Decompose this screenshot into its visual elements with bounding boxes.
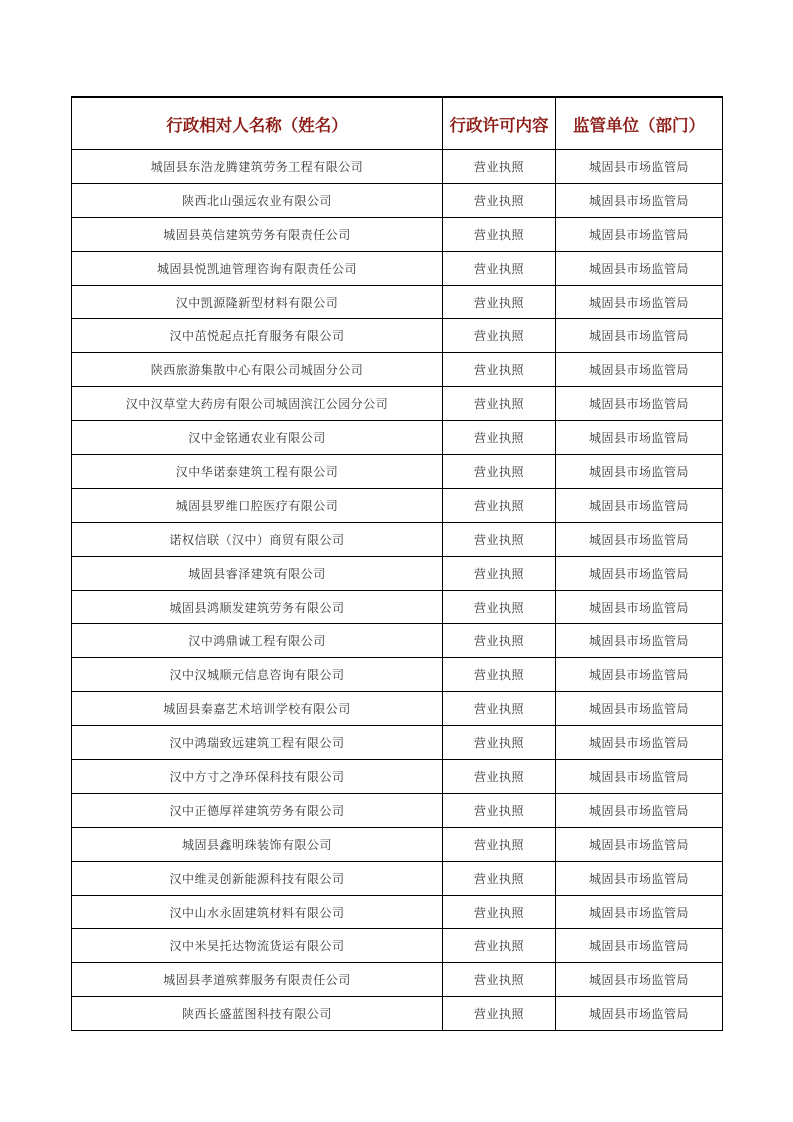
cell-unit: 城固县市场监管局 <box>556 793 723 827</box>
cell-name: 城固县英信建筑劳务有限责任公司 <box>72 217 443 251</box>
table-row <box>72 150 723 184</box>
cell-content: 营业执照 <box>443 861 556 895</box>
table-row <box>72 590 723 624</box>
cell-unit: 城固县市场监管局 <box>556 861 723 895</box>
cell-name: 汉中鸿鼎诚工程有限公司 <box>72 624 443 658</box>
table-row <box>72 760 723 794</box>
cell-content: 营业执照 <box>443 285 556 319</box>
cell-unit: 城固县市场监管局 <box>556 217 723 251</box>
cell-unit: 城固县市场监管局 <box>556 692 723 726</box>
cell-name: 汉中维灵创新能源科技有限公司 <box>72 861 443 895</box>
permit-table <box>71 96 723 1031</box>
cell-unit: 城固县市场监管局 <box>556 488 723 522</box>
cell-unit: 城固县市场监管局 <box>556 285 723 319</box>
table-row <box>72 726 723 760</box>
cell-unit: 城固县市场监管局 <box>556 929 723 963</box>
cell-content: 营业执照 <box>443 556 556 590</box>
cell-content: 营业执照 <box>443 827 556 861</box>
cell-unit: 城固县市场监管局 <box>556 150 723 184</box>
table-row <box>72 793 723 827</box>
table-row <box>72 692 723 726</box>
cell-content: 营业执照 <box>443 590 556 624</box>
cell-content: 营业执照 <box>443 929 556 963</box>
cell-name: 汉中正德厚祥建筑劳务有限公司 <box>72 793 443 827</box>
cell-content: 营业执照 <box>443 488 556 522</box>
table-row <box>72 285 723 319</box>
cell-unit: 城固县市场监管局 <box>556 455 723 489</box>
table-row <box>72 387 723 421</box>
cell-unit: 城固县市场监管局 <box>556 387 723 421</box>
cell-unit: 城固县市场监管局 <box>556 251 723 285</box>
cell-name: 汉中华诺泰建筑工程有限公司 <box>72 455 443 489</box>
cell-name: 汉中山水永固建筑材料有限公司 <box>72 895 443 929</box>
cell-unit: 城固县市场监管局 <box>556 624 723 658</box>
cell-unit: 城固县市场监管局 <box>556 963 723 997</box>
header-row <box>72 97 723 150</box>
cell-name: 城固县鑫明珠装饰有限公司 <box>72 827 443 861</box>
cell-unit: 城固县市场监管局 <box>556 658 723 692</box>
cell-content: 营业执照 <box>443 624 556 658</box>
cell-content: 营业执照 <box>443 692 556 726</box>
header-name: 行政相对人名称（姓名） <box>72 97 443 150</box>
table-row <box>72 963 723 997</box>
cell-name: 陕西北山强远农业有限公司 <box>72 183 443 217</box>
table-row <box>72 217 723 251</box>
table-header <box>72 97 723 150</box>
cell-name: 汉中金铭通农业有限公司 <box>72 421 443 455</box>
table-row <box>72 861 723 895</box>
cell-name: 汉中米昊托达物流货运有限公司 <box>72 929 443 963</box>
cell-content: 营业执照 <box>443 963 556 997</box>
cell-name: 汉中茁悦起点托育服务有限公司 <box>72 319 443 353</box>
cell-content: 营业执照 <box>443 150 556 184</box>
cell-name: 城固县罗维口腔医疗有限公司 <box>72 488 443 522</box>
cell-name: 诺权信联（汉中）商贸有限公司 <box>72 522 443 556</box>
cell-content: 营业执照 <box>443 658 556 692</box>
cell-name: 汉中鸿瑞致远建筑工程有限公司 <box>72 726 443 760</box>
table-row <box>72 895 723 929</box>
cell-name: 汉中凯源隆新型材料有限公司 <box>72 285 443 319</box>
cell-name: 城固县悦凯迪管理咨询有限责任公司 <box>72 251 443 285</box>
cell-content: 营业执照 <box>443 726 556 760</box>
cell-name: 城固县睿泽建筑有限公司 <box>72 556 443 590</box>
cell-name: 城固县鸿顺发建筑劳务有限公司 <box>72 590 443 624</box>
table-row <box>72 658 723 692</box>
cell-content: 营业执照 <box>443 895 556 929</box>
cell-unit: 城固县市场监管局 <box>556 726 723 760</box>
table-row <box>72 522 723 556</box>
table-row <box>72 624 723 658</box>
cell-name: 城固县东浩龙腾建筑劳务工程有限公司 <box>72 150 443 184</box>
cell-unit: 城固县市场监管局 <box>556 760 723 794</box>
cell-name: 陕西长盛蓝图科技有限公司 <box>72 997 443 1031</box>
table-row <box>72 929 723 963</box>
cell-content: 营业执照 <box>443 793 556 827</box>
cell-content: 营业执照 <box>443 997 556 1031</box>
cell-unit: 城固县市场监管局 <box>556 590 723 624</box>
cell-content: 营业执照 <box>443 387 556 421</box>
table-row <box>72 556 723 590</box>
cell-unit: 城固县市场监管局 <box>556 353 723 387</box>
cell-unit: 城固县市场监管局 <box>556 895 723 929</box>
cell-unit: 城固县市场监管局 <box>556 997 723 1031</box>
cell-unit: 城固县市场监管局 <box>556 319 723 353</box>
cell-content: 营业执照 <box>443 353 556 387</box>
table-row <box>72 455 723 489</box>
cell-unit: 城固县市场监管局 <box>556 522 723 556</box>
cell-unit: 城固县市场监管局 <box>556 421 723 455</box>
header-unit: 监管单位（部门） <box>556 97 723 150</box>
table-row <box>72 183 723 217</box>
table-row <box>72 827 723 861</box>
cell-content: 营业执照 <box>443 760 556 794</box>
table-row <box>72 319 723 353</box>
table-row <box>72 421 723 455</box>
header-content: 行政许可内容 <box>443 97 556 150</box>
cell-name: 城固县孝道殡葬服务有限责任公司 <box>72 963 443 997</box>
cell-name: 城固县秦嘉艺术培训学校有限公司 <box>72 692 443 726</box>
cell-name: 汉中汉草堂大药房有限公司城固滨江公园分公司 <box>72 387 443 421</box>
cell-unit: 城固县市场监管局 <box>556 556 723 590</box>
table-row <box>72 997 723 1031</box>
cell-content: 营业执照 <box>443 319 556 353</box>
table-row <box>72 488 723 522</box>
cell-unit: 城固县市场监管局 <box>556 183 723 217</box>
table-body <box>72 150 723 1031</box>
cell-content: 营业执照 <box>443 455 556 489</box>
cell-unit: 城固县市场监管局 <box>556 827 723 861</box>
cell-content: 营业执照 <box>443 183 556 217</box>
table-row <box>72 251 723 285</box>
table-row <box>72 353 723 387</box>
cell-name: 汉中方寸之净环保科技有限公司 <box>72 760 443 794</box>
cell-content: 营业执照 <box>443 217 556 251</box>
cell-content: 营业执照 <box>443 421 556 455</box>
cell-name: 汉中汉城顺元信息咨询有限公司 <box>72 658 443 692</box>
cell-content: 营业执照 <box>443 251 556 285</box>
cell-name: 陕西旅游集散中心有限公司城固分公司 <box>72 353 443 387</box>
cell-content: 营业执照 <box>443 522 556 556</box>
